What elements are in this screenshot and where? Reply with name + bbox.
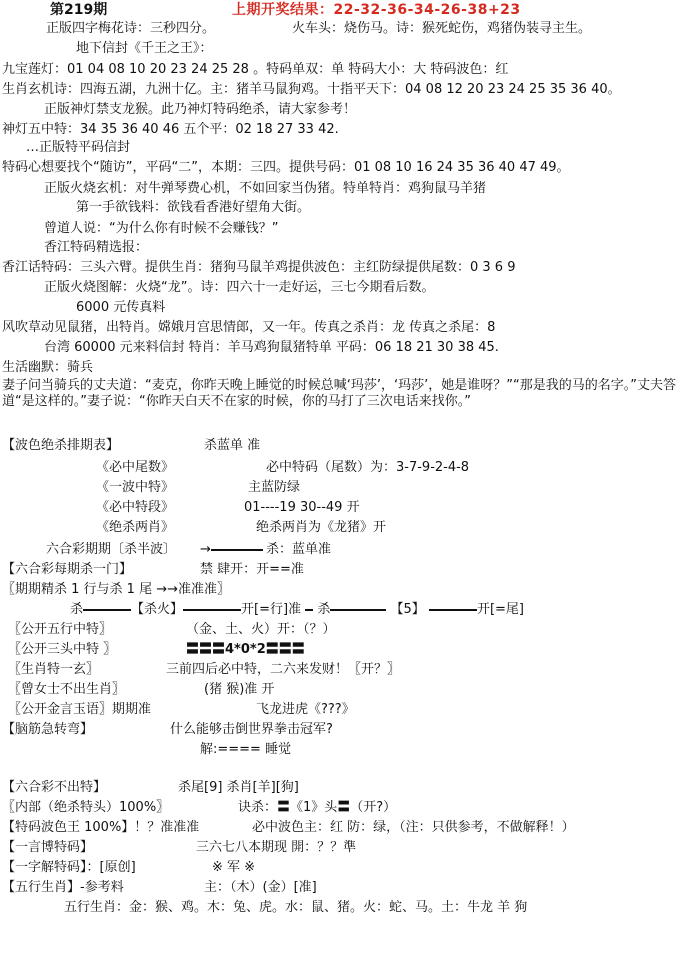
fire-riddle-line: 正版火烧玄机：对牛弹琴费心机，不如回家当伪猪。特单特肖：鸡狗鼠马羊猪 [44,181,487,196]
fax-title: 6000 元传真料 [76,300,166,315]
half-wave-value: 杀：蓝单准 [266,542,332,557]
tail-value: 必中特码（尾数）为：3-7-9-2-4-8 [266,460,470,475]
envelope-title: 地下信封《千王之王》： [76,41,213,56]
arrow-icon: → [200,542,263,558]
no-special-value: 杀尾[9] 杀肖[羊][狗] [178,780,299,795]
lamp-five-line: 神灯五中特：34 35 36 40 46 五个平：02 18 27 33 42. [2,122,339,137]
three-head-value: 〓〓〓4*0*2〓〓〓 [186,642,305,657]
wave-table-title: 【波色绝杀排期表】 [2,438,120,453]
priest-said-line: 曾道人说：“为什么你有时候不会赚钱？” [44,221,279,236]
five-element-label: 〖公开五行中特〗 [8,622,113,637]
special-code-line: 特码心想要找个“随访”，平码“二”，本期：三四。提供号码：01 08 10 16 24 35 36 40 47 49。 [2,160,570,175]
five-element-value: （金、土、火）开：（？） [186,622,336,637]
five-zodiac-label: 【五行生肖】-参考料 [2,880,124,895]
tail-label: 《必中尾数》 [96,460,175,475]
plum-poem-line: 正版四字梅花诗：三秒四分。 [46,21,216,36]
brain-teaser-question: 什么能够击倒世界拳击冠军? [170,722,333,737]
zodiac-mystery-value: 三前四后必中特，二六来发财！〖开？〗 [166,662,401,677]
humor-story: 妻子问当骑兵的丈夫道：“麦克，你昨天晚上睡觉的时候总喊‘玛莎’，‘玛莎’，她是谁呀？”“那是我的马的名字。”丈夫答道“是这样的。”妻子说：“你昨天白天不在家的时候，你的马打了三次电话来找你。” [2,378,676,409]
three-head-label: 〖公开三头中特 〗 [8,642,117,657]
segment-label: 《必中特段》 [96,500,175,515]
one-wave-value: 主蓝防绿 [248,480,301,495]
segment-value: 01----19 30--49 开 [244,500,360,515]
kill-two-value: 绝杀两肖为《龙猪》开 [256,520,387,535]
internal-head-label: 〖内部（绝杀特头）100%〗 [2,800,170,815]
envelope-flat-line: …正版特平码信封 [26,140,131,155]
row-tail-line: 〖期期精杀 1 行与杀 1 尾 →→准准准〗 [2,582,230,597]
five-zodiac-list: 五行生肖：金：猴、鸡。木：兔、虎。水：鼠、猪。火：蛇、马。土：牛龙 羊 狗 [64,900,528,915]
first-hand-line: 第一手欲钱料：欲钱看香港好望角大街。 [76,200,311,215]
last-result: 上期开奖结果：22-32-36-34-26-38+23 [232,2,521,18]
humor-title: 生活幽默：骑兵 [2,360,94,375]
five-zodiac-value: 主：（木）(金）[准] [204,880,317,895]
wind-grass-line: 风吹草动见鼠猪，出特肖。嫦娥月宫思情郎，又一年。传真之杀肖：龙 传真之杀尾：8 [2,320,496,335]
hk-report-title: 香江特码精选报： [44,240,149,255]
no-special-label: 【六合彩不出特】 [2,780,107,795]
ms-tsang-value: (猪 猴)准 开 [204,682,275,697]
zodiac-poem-line: 生肖玄机诗：四海五湖，九洲十亿。主：猪羊马鼠狗鸡。十指平天下：04 08 12 20 23 24 25 35 36 40。 [2,82,621,97]
kill-fire-row: 杀 【杀火】 开[=行]准 杀 【5】 开[=尾] [70,602,524,617]
kill-door-value: 禁 肆开：开==准 [200,562,304,577]
one-word-value: 三六七八本期现 開：？？準 [196,840,357,855]
issue-number: 第219期 [50,2,108,18]
kill-two-label: 《绝杀两肖》 [96,520,175,535]
brain-teaser-answer: 解:==== 睡觉 [200,742,292,757]
kill-door-label: 【六合彩每期杀一门】 [2,562,133,577]
internal-head-value: 诀杀：〓《1》头〓（开?） [238,800,397,815]
wave-king-value: 必中波色主：红 防：绿，（注：只供参考，不做解释！） [252,820,575,835]
one-char-value: ※ 军 ※ [212,860,256,875]
one-wave-label: 《一波中特》 [96,480,175,495]
zodiac-mystery-label: 〖生肖特一玄〗 [8,662,100,677]
wave-table-value: 杀蓝单 准 [204,438,261,453]
ms-tsang-label: 〖曾女士不出生肖〗 [8,682,126,697]
half-wave-label: 六合彩期期〔杀半波〕 [46,542,177,557]
taiwan-line: 台湾 60000 元来料信封 特肖：羊马鸡狗鼠猪特单 平码：06 18 21 30 38 45. [44,340,499,355]
golden-words-label: 〖公开金言玉语〗期期准 [8,702,152,717]
lotus-lamp-line: 九宝莲灯：01 04 08 10 20 23 24 25 28 。特码单双：单 特码大小：大 特码波色：红 [2,62,509,77]
train-head-line: 火车头：烧伤马。诗：猴死蛇伤，鸡猪伪装寻主生。 [292,21,592,36]
one-char-label: 【一字解特码】：[原创] [2,860,136,875]
lamp-ban-line: 正版神灯禁支龙猴。此乃神灯特码绝杀，请大家参考！ [44,102,357,117]
fire-image-line: 正版火烧图解：火烧“龙”。诗：四六十一走好运，三七今期看后数。 [44,280,435,295]
wave-king-label: 【特码波色王 100%】！？准准准 [2,820,200,835]
golden-words-value: 飞龙进虎《???》 [256,702,355,717]
brain-teaser-label: 【脑筋急转弯】 [2,722,94,737]
one-word-label: 【一言博特码】 [2,840,94,855]
hk-talk-line: 香江话特码：三头六臂。提供生肖：猪狗马鼠羊鸡提供波色：主红防绿提供尾数：0 3 6 9 [2,260,516,275]
